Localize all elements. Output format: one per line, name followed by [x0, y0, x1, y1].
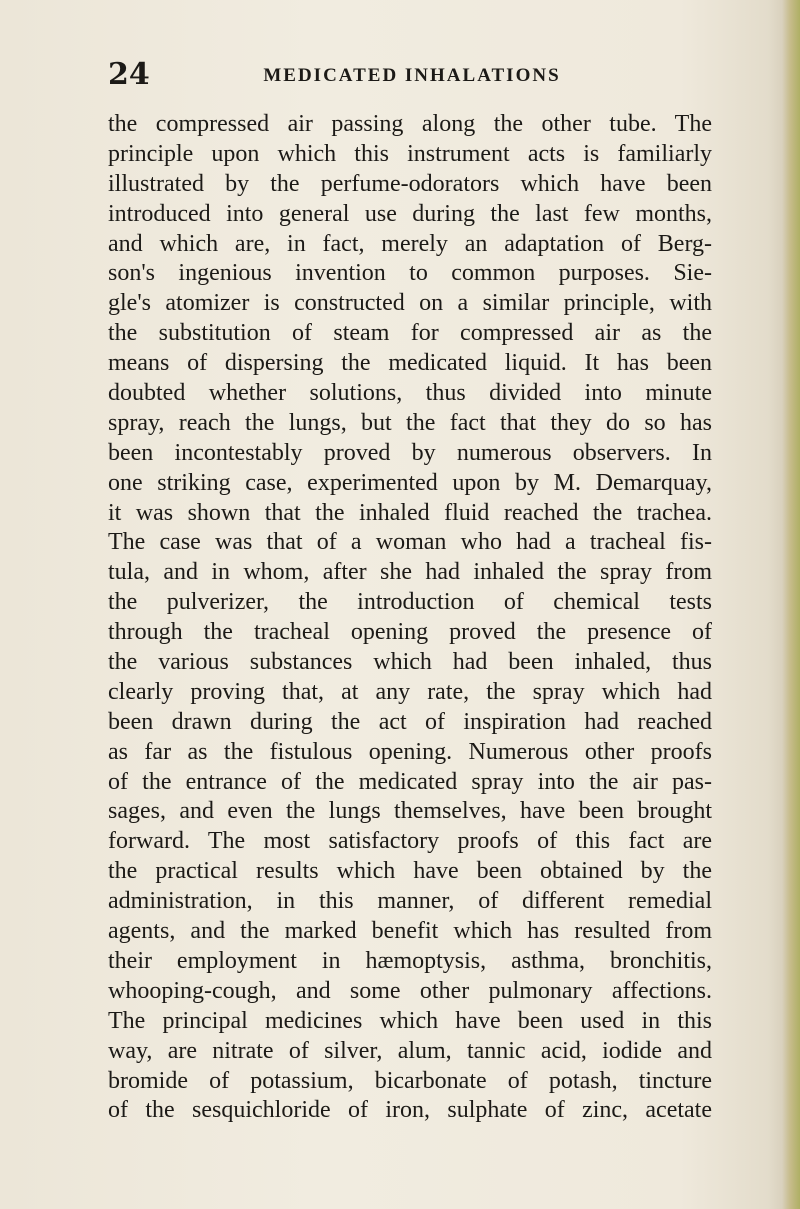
- text-line: The case was that of a woman who had a tracheal fis-: [108, 529, 712, 556]
- text-line: agents, and the marked benefit which has resulted from: [108, 918, 712, 945]
- text-line: bromide of potassium, bicarbonate of potash, tincture: [108, 1067, 712, 1094]
- text-line: whooping-cough, and some other pulmonary affections.: [108, 977, 712, 1004]
- text-line: introduced into general use during the last few months,: [108, 200, 712, 227]
- text-line: of the entrance of the medicated spray into the air pas-: [108, 768, 712, 795]
- body-text: [108, 110, 712, 1126]
- text-line: doubted whether solutions, thus divided into minute: [108, 380, 712, 407]
- text-line: gle's atomizer is constructed on a similar principle, with: [108, 290, 712, 317]
- text-line: the various substances which had been inhaled, thus: [108, 649, 712, 676]
- text-line: tula, and in whom, after she had inhaled the spray from: [108, 559, 712, 586]
- text-line: as far as the fistulous opening. Numerous other proofs: [108, 738, 712, 765]
- text-line: the pulverizer, the introduction of chemical tests: [108, 589, 712, 616]
- text-line: The principal medicines which have been used in this: [108, 1007, 712, 1034]
- text-line: administration, in this manner, of different remedial: [108, 888, 712, 915]
- text-line: spray, reach the lungs, but the fact that they do so has: [108, 409, 712, 436]
- text-line: and which are, in fact, merely an adaptation of Berg-: [108, 230, 712, 257]
- text-line: son's ingenious invention to common purposes. Sie-: [108, 260, 712, 287]
- text-line: the practical results which have been obtained by the: [108, 858, 712, 885]
- text-line: been incontestably proved by numerous observers. In: [108, 439, 712, 466]
- text-line: way, are nitrate of silver, alum, tannic acid, iodide and: [108, 1037, 712, 1064]
- page-number: 24: [108, 57, 150, 92]
- running-head: MEDICATED INHALATIONS: [263, 65, 561, 86]
- text-line: through the tracheal opening proved the presence of: [108, 619, 712, 646]
- page-header: [108, 58, 698, 92]
- text-line: the compressed air passing along the other tube. The: [108, 111, 712, 137]
- text-line: forward. The most satisfactory proofs of this fact are: [108, 828, 712, 855]
- text-line: means of dispersing the medicated liquid. It has been: [108, 350, 712, 377]
- text-line: the substitution of steam for compressed air as the: [108, 320, 712, 347]
- text-line: their employment in hæmoptysis, asthma, bronchitis,: [108, 947, 712, 974]
- text-line: one striking case, experimented upon by M. Demarquay,: [108, 469, 712, 496]
- text-line: sages, and even the lungs themselves, have been brought: [108, 798, 712, 825]
- text-line: of the sesquichloride of iron, sulphate of zinc, acetate: [108, 1097, 712, 1124]
- text-line: clearly proving that, at any rate, the spray which had: [108, 678, 712, 705]
- text-line: been drawn during the act of inspiration had reached: [108, 708, 712, 735]
- text-line: principle upon which this instrument acts is familiarly: [108, 140, 712, 167]
- page-edge: [782, 0, 800, 1209]
- text-line: it was shown that the inhaled fluid reached the trachea.: [108, 499, 712, 526]
- text-line: illustrated by the perfume-odorators which have been: [108, 170, 712, 197]
